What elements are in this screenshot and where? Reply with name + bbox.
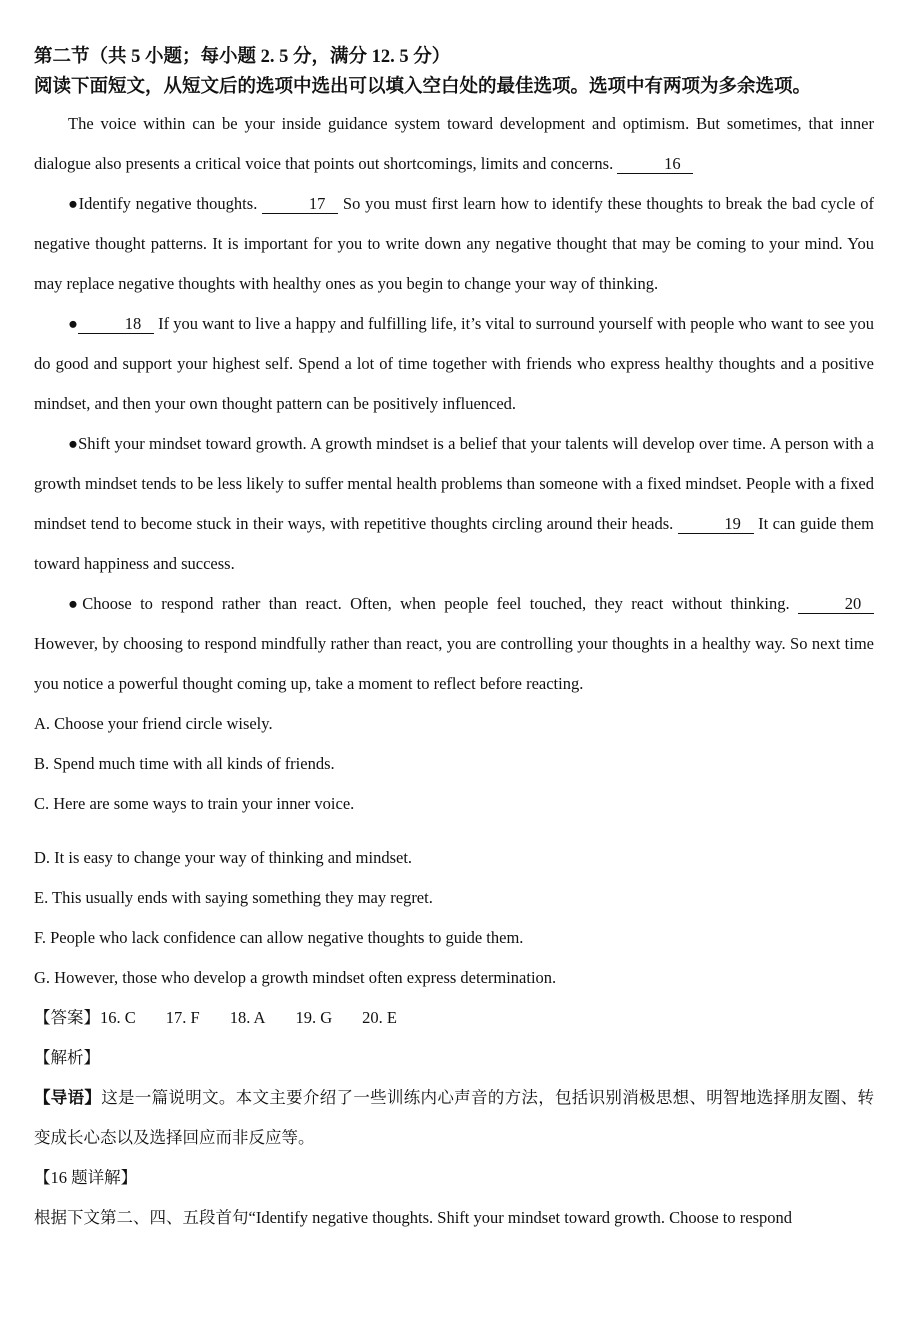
blank-19: 19	[678, 515, 754, 534]
answer-item: 18. A	[229, 1008, 266, 1027]
paragraph-lead: ●Identify negative thoughts.	[68, 194, 258, 213]
paragraph-text: If you want to live a happy and fulfilling life, it’s vital to surround yourself with people who want to see you do good and support your highest self. Spend a lot of time together with friends who express healthy thoughts and a positive mindset, and then your own thought pattern can be positively influenced.	[34, 314, 875, 413]
guide-label: 【导语】	[34, 1088, 102, 1107]
q16-text: 根据下文第二、四、五段首句“Identify negative thoughts. Shift your mindset toward growth. Choose to respond	[34, 1208, 793, 1227]
option-d: D. It is easy to change your way of thinking and mindset.	[34, 848, 413, 867]
paragraph-tail: However, by choosing to respond mindfully rather than react, you are controlling your thoughts in a healthy way. So next time you notice a powerful thought coming up, take a moment to reflect before reacting.	[34, 634, 874, 693]
answer-label: 【答案】	[34, 1008, 100, 1027]
guide-paragraph	[34, 1078, 874, 1158]
passage-paragraph-2	[34, 184, 874, 304]
blank-17: 17	[262, 195, 338, 214]
option-e: E. This usually ends with saying something they may regret.	[34, 888, 433, 907]
answer-item: 17. F	[165, 1008, 200, 1027]
bullet-mark: ●	[68, 314, 78, 333]
paragraph-text: ●Shift your mindset toward growth. A growth mindset is a belief that your talents will develop over time. A person with a growth mindset tends to be less likely to suffer mental health problems than someone with a fixed mindset. People with a fixed mindset tend to become stuck in their ways, with repetitive thoughts circling around their heads.	[34, 434, 874, 533]
document-page	[34, 42, 874, 1238]
option-f: F. People who lack confidence can allow negative thoughts to guide them.	[34, 928, 524, 947]
analysis-label: 【解析】	[34, 1048, 100, 1067]
guide-text: 这是一篇说明文。本文主要介绍了一些训练内心声音的方法，包括识别消极思想、明智地选择朋友圈、转变成长心态以及选择回应而非反应等。	[34, 1088, 875, 1147]
blank-16: 16	[617, 155, 693, 174]
q16-label: 【16 题详解】	[34, 1168, 138, 1187]
paragraph-text: So you must first learn how to identify these thoughts to break the bad cycle of negative thought patterns. It is important for you to write down any negative thought that may be coming to your mind. You may replace negative thoughts with healthy ones as you begin to change your way of thinking.	[34, 194, 875, 293]
passage-paragraph-3	[34, 304, 874, 424]
instruction-text: 阅读下面短文，从短文后的选项中选出可以填入空白处的最佳选项。选项中有两项为多余选项。	[34, 77, 812, 97]
section-title: 第二节（共 5 小题；每小题 2. 5 分，满分 12. 5 分）	[34, 47, 451, 67]
answer-line	[34, 998, 874, 1038]
paragraph-tail: It can guide them toward happiness and success.	[34, 514, 874, 573]
answer-item: 20. E	[362, 1008, 397, 1027]
answer-item: 16. C	[100, 1008, 136, 1027]
passage-paragraph-4	[34, 424, 874, 584]
option-b: B. Spend much time with all kinds of friends.	[34, 754, 335, 773]
paragraph-text: The voice within can be your inside guidance system toward development and optimism. But sometimes, that inner dialogue also presents a critical voice that points out shortcomings, limits and concerns.	[34, 114, 874, 173]
answer-item: 19. G	[295, 1008, 333, 1027]
option-c: C. Here are some ways to train your inner voice.	[34, 794, 355, 813]
passage-paragraph-5	[34, 584, 874, 704]
option-g: G. However, those who develop a growth mindset often express determination.	[34, 968, 557, 987]
passage-paragraph-1	[34, 104, 874, 184]
paragraph-text: ●Choose to respond rather than react. Often, when people feel touched, they react without thinking.	[68, 594, 790, 613]
blank-20: 20	[798, 595, 874, 614]
blank-18: 18	[78, 315, 154, 334]
option-a: A. Choose your friend circle wisely.	[34, 714, 273, 733]
